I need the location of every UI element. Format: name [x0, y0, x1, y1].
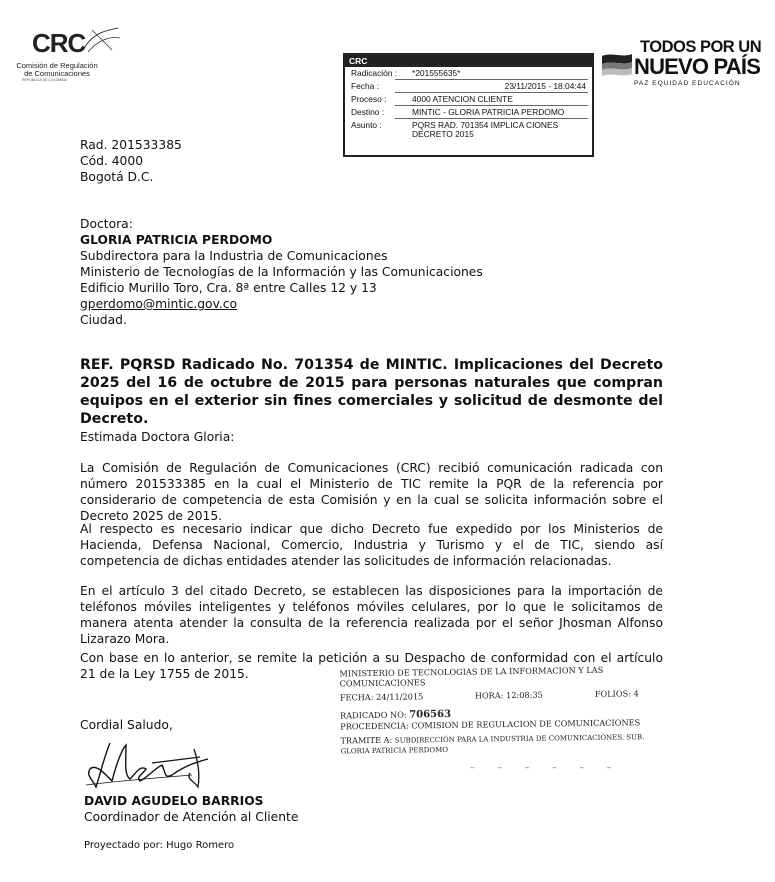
stamp-row-destino: Destino : MINTIC - GLORIA PATRICIA PERDOMO — [351, 107, 565, 117]
signer-name: DAVID AGUDELO BARRIOS — [84, 794, 264, 808]
addressee-role: Subdirectora para la Industria de Comunicaciones — [80, 249, 388, 263]
campaign-line1: TODOS POR UN — [640, 38, 762, 56]
addressee-block — [80, 216, 483, 328]
campaign-line3: PAZ EQUIDAD EDUCACIÓN — [634, 80, 741, 87]
addressee-name: GLORIA PATRICIA PERDOMO — [80, 233, 273, 247]
addressee-address: Edificio Murillo Toro, Cra. 8ª entre Calles 12 y 13 — [80, 281, 377, 295]
received-ministry: MINISTERIO DE TECNOLOGIAS DE LA INFORMACION Y LAS COMUNICACIONES — [339, 664, 604, 689]
signature — [82, 735, 227, 795]
received-date-row: FECHA: 24/11/2015 HORA: 12:08:35 FOLIOS: 4 — [339, 688, 639, 703]
paragraph-2: Al respecto es necesario indicar que dicho Decreto fue expedido por los Ministerios de Hacienda, Defensa Nacional, Comercio, Industria y Turismo y el de TIC, siendo así competencia de dichas entidades atender las solicitudes de información relacionadas. — [80, 522, 663, 568]
paragraph-3: En el artículo 3 del citado Decreto, se establecen las disposiciones para la importación de teléfonos móviles inteligentes y teléfonos móviles celulares, por lo que le solicitamos de manera atenta atender la consulta de la referencia realizada por el señor Jhosman Alfonso Lizarazo Mora. — [80, 584, 663, 646]
greeting: Estimada Doctora Gloria: — [80, 430, 235, 444]
stamp-dashes: – – – – – – — [470, 763, 622, 773]
crc-logo-name: Comisión de Regulación de Comunicaciones — [16, 61, 98, 78]
received-procedencia: PROCEDENCIA: COMISION DE REGULACION DE COMUNICACIONES — [340, 717, 641, 732]
reference-block — [80, 137, 182, 185]
projected-by: Proyectado por: Hugo Romero — [84, 840, 235, 851]
stamp-row-proceso: Proceso : 4000 ATENCION CLIENTE — [351, 94, 513, 104]
stamp-title: CRC — [345, 55, 592, 67]
colombia-flag-icon — [600, 52, 632, 78]
addressee-city: Ciudad. — [80, 313, 127, 327]
stamp-row-fecha: Fecha : 23/11/2015 - 18:04:44 — [351, 81, 586, 91]
crc-swirl-icon — [82, 26, 122, 56]
signer-block — [84, 793, 298, 825]
radication-stamp: CRC Radicación : *201555635* Fecha : 23/11/2015 - 18:04:44 Proceso : 4000 ATENCION CLIENTE Destino : MINTIC - GLORIA PATRICIA PERDOMO Asunto : PQRS RAD. 701354 IMPLICA CIONES DECRETO 2015 — [343, 53, 594, 157]
todos-por-un-nuevo-pais-logo — [600, 38, 770, 90]
paragraph-4: Con base en lo anterior, se remite la petición a su Despacho de conformidad con el artículo 21 de la Ley 1755 de 2015. — [80, 651, 663, 681]
campaign-line2: NUEVO PAÍS — [634, 54, 761, 79]
rad-number: Rad. 201533385 — [80, 138, 182, 152]
received-radicado: RADICADO NO: 706563 — [339, 708, 452, 721]
received-tramite: TRAMITE A: SUBDIRECCIÓN PARA LA INDUSTRIA DE COMUNICACIONES. SUB. — [340, 733, 645, 746]
crc-logo-mark: CRC — [32, 28, 86, 58]
stamp-row-radicacion: Radicación : *201555635* — [351, 68, 461, 78]
signer-role: Coordinador de Atención al Cliente — [84, 810, 299, 824]
cod-number: Cód. 4000 — [80, 154, 144, 168]
received-tramite-person: GLORIA PATRICIA PERDOMO — [340, 745, 449, 756]
addressee-org: Ministerio de Tecnologías de la Información y las Comunicaciones — [80, 265, 483, 279]
subject-reference: REF. PQRSD Radicado No. 701354 de MINTIC. Implicaciones del Decreto 2025 del 16 de octubre de 2015 para personas naturales que compran equipos en el exterior sin fines comerciales y solicitud de desmonte del Decreto. — [80, 357, 663, 427]
addressee-title: Doctora: — [80, 217, 133, 231]
crc-logo-sub: REPÚBLICA DE COLOMBIA — [22, 78, 67, 82]
crc-logo — [12, 26, 122, 86]
mintic-received-stamp — [339, 664, 690, 757]
closing: Cordial Saludo, — [80, 718, 173, 732]
addressee-email-link[interactable]: gperdomo@mintic.gov.co — [80, 297, 238, 311]
paragraph-1: La Comisión de Regulación de Comunicaciones (CRC) recibió comunicación radicada con número 201533385 en la cual el Ministerio de TIC remite la PQR de la referencia por considerario de competencia de esta Comisión y en la cual se solicita información sobre el Decreto 2025 de 2015. — [80, 461, 663, 523]
city-date: Bogotá D.C. — [80, 170, 154, 184]
